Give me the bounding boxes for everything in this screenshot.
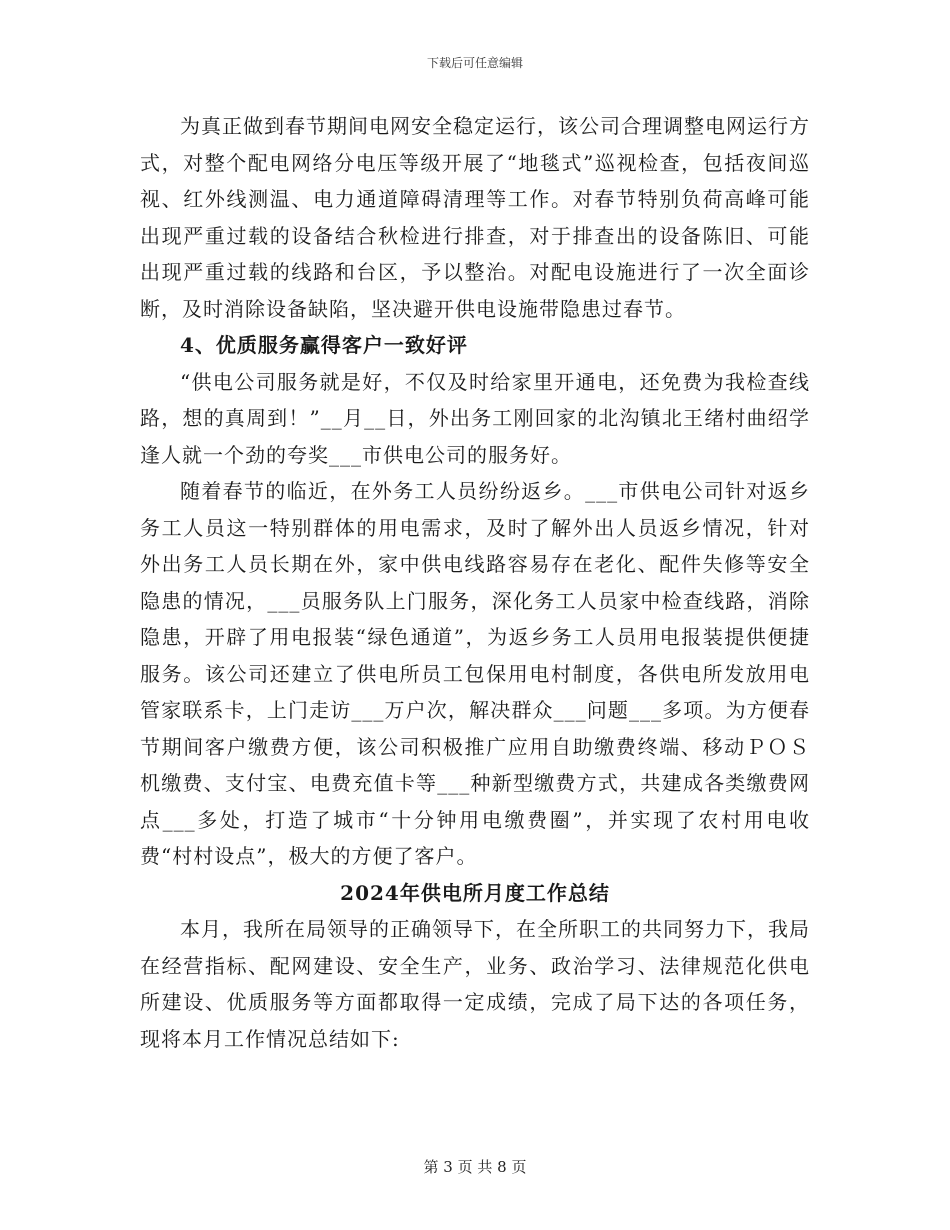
page-header: 下载后可任意编辑 xyxy=(426,56,523,70)
page-number: 第 3 页 共 8 页 xyxy=(423,1158,527,1176)
paragraph-customer-quote: “供电公司服务就是好，不仅及时给家里开通电，还免费为我检查线路，想的真周到！”__月__日，外出务工刚回家的北沟镇北王绪村曲绍学逢人就一个劲的夸奖___市供电公司的服务好。 xyxy=(140,369,810,467)
document-title-monthly-summary: 2024年供电所月度工作总结 xyxy=(340,880,610,905)
section-heading-quality-service: 4、优质服务赢得客户一致好评 xyxy=(180,333,468,357)
paragraph-power-grid-safety: 为真正做到春节期间电网安全稳定运行，该公司合理调整电网运行方式，对整个配电网络分电压等级开展了“地毯式”巡视检查，包括夜间巡视、红外线测温、电力通道障碍清理等工作。对春节特别负荷高峰可能出现严重过载的设备结合秋检进行排查，对于排查出的设备陈旧、可能出现严重过载的线路和台区，予以整治。对配电设施进行了一次全面诊断，及时消除设备缺陷，坚决避开供电设施带隐患过春节。 xyxy=(140,114,810,321)
document-body xyxy=(140,108,810,1057)
paragraph-returning-workers: 随着春节的临近，在外务工人员纷纷返乡。___市供电公司针对返乡务工人员这一特别群体的用电需求，及时了解外出人员返乡情况，针对外出务工人员长期在外，家中供电线路容易存在老化、配件失修等安全隐患的情况，___员服务队上门服务，深化务工人员家中检查线路，消除隐患，开辟了用电报装“绿色通道”，为返乡务工人员用电报装提供便捷服务。该公司还建立了供电所员工包保用电村制度，各供电所发放用电管家联系卡，上门走访___万户次，解决群众___问题___多项。为方便春节期间客户缴费方便，该公司积极推广应用自助缴费终端、移动ＰＯＳ机缴费、支付宝、电费充值卡等___种新型缴费方式，共建成各类缴费网点___多处，打造了城市“十分钟用电缴费圈”，并实现了农村用电收费“村村设点”，极大的方便了客户。 xyxy=(140,479,810,868)
paragraph-monthly-intro: 本月，我所在局领导的正确领导下，在全所职工的共同努力下，我局在经营指标、配网建设、安全生产，业务、政治学习、法律规范化供电所建设、优质服务等方面都取得一定成绩，完成了局下达的各项任务，现将本月工作情况总结如下: xyxy=(140,917,810,1051)
